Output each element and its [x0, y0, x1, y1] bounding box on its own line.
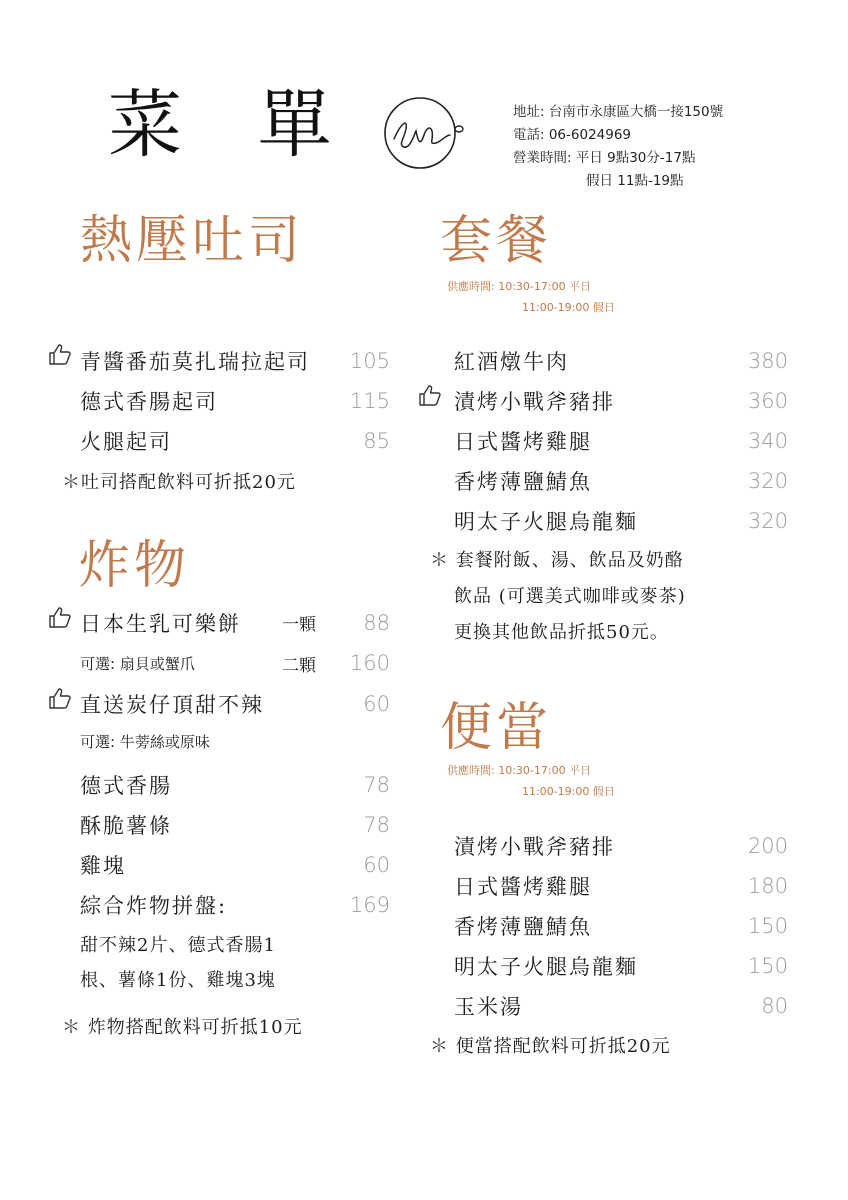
item-quantity: 一顆	[282, 615, 316, 635]
item-price: 320	[747, 509, 788, 533]
set-meal-heading: 套餐	[440, 211, 553, 271]
item-name: 日式醬烤雞腿	[454, 875, 592, 899]
list-item	[454, 461, 788, 501]
item-name: 玉米湯	[454, 995, 523, 1019]
item-price: 60	[363, 853, 390, 877]
combo-description-line1: 甜不辣2片、德式香腸1	[80, 935, 276, 956]
thumbs-up-icon	[48, 687, 72, 709]
item-price: 169	[349, 893, 390, 917]
item-price: 60	[363, 692, 390, 716]
thumbs-up-icon	[48, 343, 72, 365]
item-price: 180	[747, 874, 788, 898]
item-price: 160	[349, 651, 390, 675]
item-price: 80	[761, 994, 788, 1018]
item-price: 320	[747, 469, 788, 493]
item-name: 德式香腸起司	[80, 390, 218, 414]
list-item	[80, 765, 390, 805]
store-hours-weekday: 營業時間: 平日 9點30分-17點	[513, 150, 696, 166]
list-item	[80, 603, 390, 643]
item-price: 88	[363, 611, 390, 635]
fried-list	[80, 765, 390, 925]
set-meal-note-line1: ＊ 套餐附飯、湯、飲品及奶酪	[430, 550, 684, 571]
item-name: 香烤薄鹽鯖魚	[454, 470, 592, 494]
item-price: 340	[747, 429, 788, 453]
bento-list	[454, 826, 788, 1026]
list-item	[454, 866, 788, 906]
eve-logo	[380, 95, 466, 171]
list-item	[80, 845, 390, 885]
item-quantity: 二顆	[282, 656, 316, 676]
item-name: 綜合炸物拼盤:	[80, 894, 228, 918]
toast-note: ＊吐司搭配飲料可折抵20元	[62, 472, 296, 493]
bento-hours-weekday: 供應時間: 10:30-17:00 平日	[447, 764, 592, 777]
item-name: 雞塊	[80, 854, 126, 878]
item-name: 火腿起司	[80, 430, 172, 454]
list-item	[80, 341, 390, 381]
fried-item-croquette	[80, 603, 390, 683]
item-price: 380	[747, 349, 788, 373]
list-item	[454, 341, 788, 381]
list-item	[80, 684, 390, 724]
list-item	[454, 906, 788, 946]
fried-item-tempura	[80, 684, 390, 758]
combo-description-line2: 根、薯條1份、雞塊3塊	[80, 970, 276, 991]
bento-note: ＊ 便當搭配飲料可折抵20元	[430, 1036, 671, 1057]
item-option: 可選: 牛蒡絲或原味	[80, 732, 210, 751]
bento-hours-holiday: 11:00-19:00 假日	[522, 785, 615, 798]
bento-heading: 便當	[440, 698, 553, 758]
item-price: 200	[747, 834, 788, 858]
item-name: 直送炭仔頂甜不辣	[80, 693, 264, 717]
item-price: 85	[363, 429, 390, 453]
store-address: 地址: 台南市永康區大橋一接150號	[513, 104, 724, 120]
thumbs-up-icon	[48, 606, 72, 628]
item-option: 可選: 扇貝或蟹爪	[80, 654, 195, 673]
set-meal-hours-holiday: 11:00-19:00 假日	[522, 301, 615, 314]
item-name: 日本生乳可樂餅	[80, 612, 241, 636]
set-meal-list	[454, 341, 788, 541]
set-meal-note-line2: 飲品 (可選美式咖啡或麥茶)	[454, 586, 686, 607]
list-item	[80, 885, 390, 925]
fried-note: ＊ 炸物搭配飲料可折抵10元	[62, 1017, 303, 1038]
item-price: 150	[747, 914, 788, 938]
fried-heading: 炸物	[78, 536, 191, 596]
item-name: 青醬番茄莫扎瑞拉起司	[80, 350, 310, 374]
store-info	[513, 101, 723, 193]
toast-list	[80, 341, 390, 461]
store-phone: 電話: 06-6024969	[513, 127, 632, 143]
item-price: 115	[349, 389, 390, 413]
item-name: 日式醬烤雞腿	[454, 430, 592, 454]
page-title: 菜 單	[108, 82, 358, 168]
item-name: 明太子火腿烏龍麵	[454, 510, 638, 534]
item-price: 150	[747, 954, 788, 978]
item-name: 香烤薄鹽鯖魚	[454, 915, 592, 939]
item-name: 紅酒燉牛肉	[454, 350, 569, 374]
item-name: 酥脆薯條	[80, 814, 172, 838]
list-item	[454, 946, 788, 986]
list-item	[80, 381, 390, 421]
list-item	[454, 381, 788, 421]
thumbs-up-icon	[418, 384, 442, 406]
item-price: 105	[349, 349, 390, 373]
item-name: 漬烤小戰斧豬排	[454, 390, 615, 414]
list-item	[454, 986, 788, 1026]
list-item	[454, 501, 788, 541]
list-item	[80, 421, 390, 461]
item-price: 78	[363, 773, 390, 797]
item-name: 漬烤小戰斧豬排	[454, 835, 615, 859]
list-item	[454, 826, 788, 866]
item-name: 明太子火腿烏龍麵	[454, 955, 638, 979]
set-meal-hours-weekday: 供應時間: 10:30-17:00 平日	[447, 280, 592, 293]
list-item	[454, 421, 788, 461]
toast-heading: 熱壓吐司	[80, 211, 305, 271]
list-item	[80, 805, 390, 845]
item-price: 78	[363, 813, 390, 837]
item-price: 360	[747, 389, 788, 413]
store-hours-holiday: 假日 11點-19點	[586, 173, 684, 189]
list-item	[80, 643, 390, 683]
item-name: 德式香腸	[80, 774, 172, 798]
list-item	[80, 724, 390, 758]
set-meal-note-line3: 更換其他飲品折抵50元。	[454, 622, 669, 643]
